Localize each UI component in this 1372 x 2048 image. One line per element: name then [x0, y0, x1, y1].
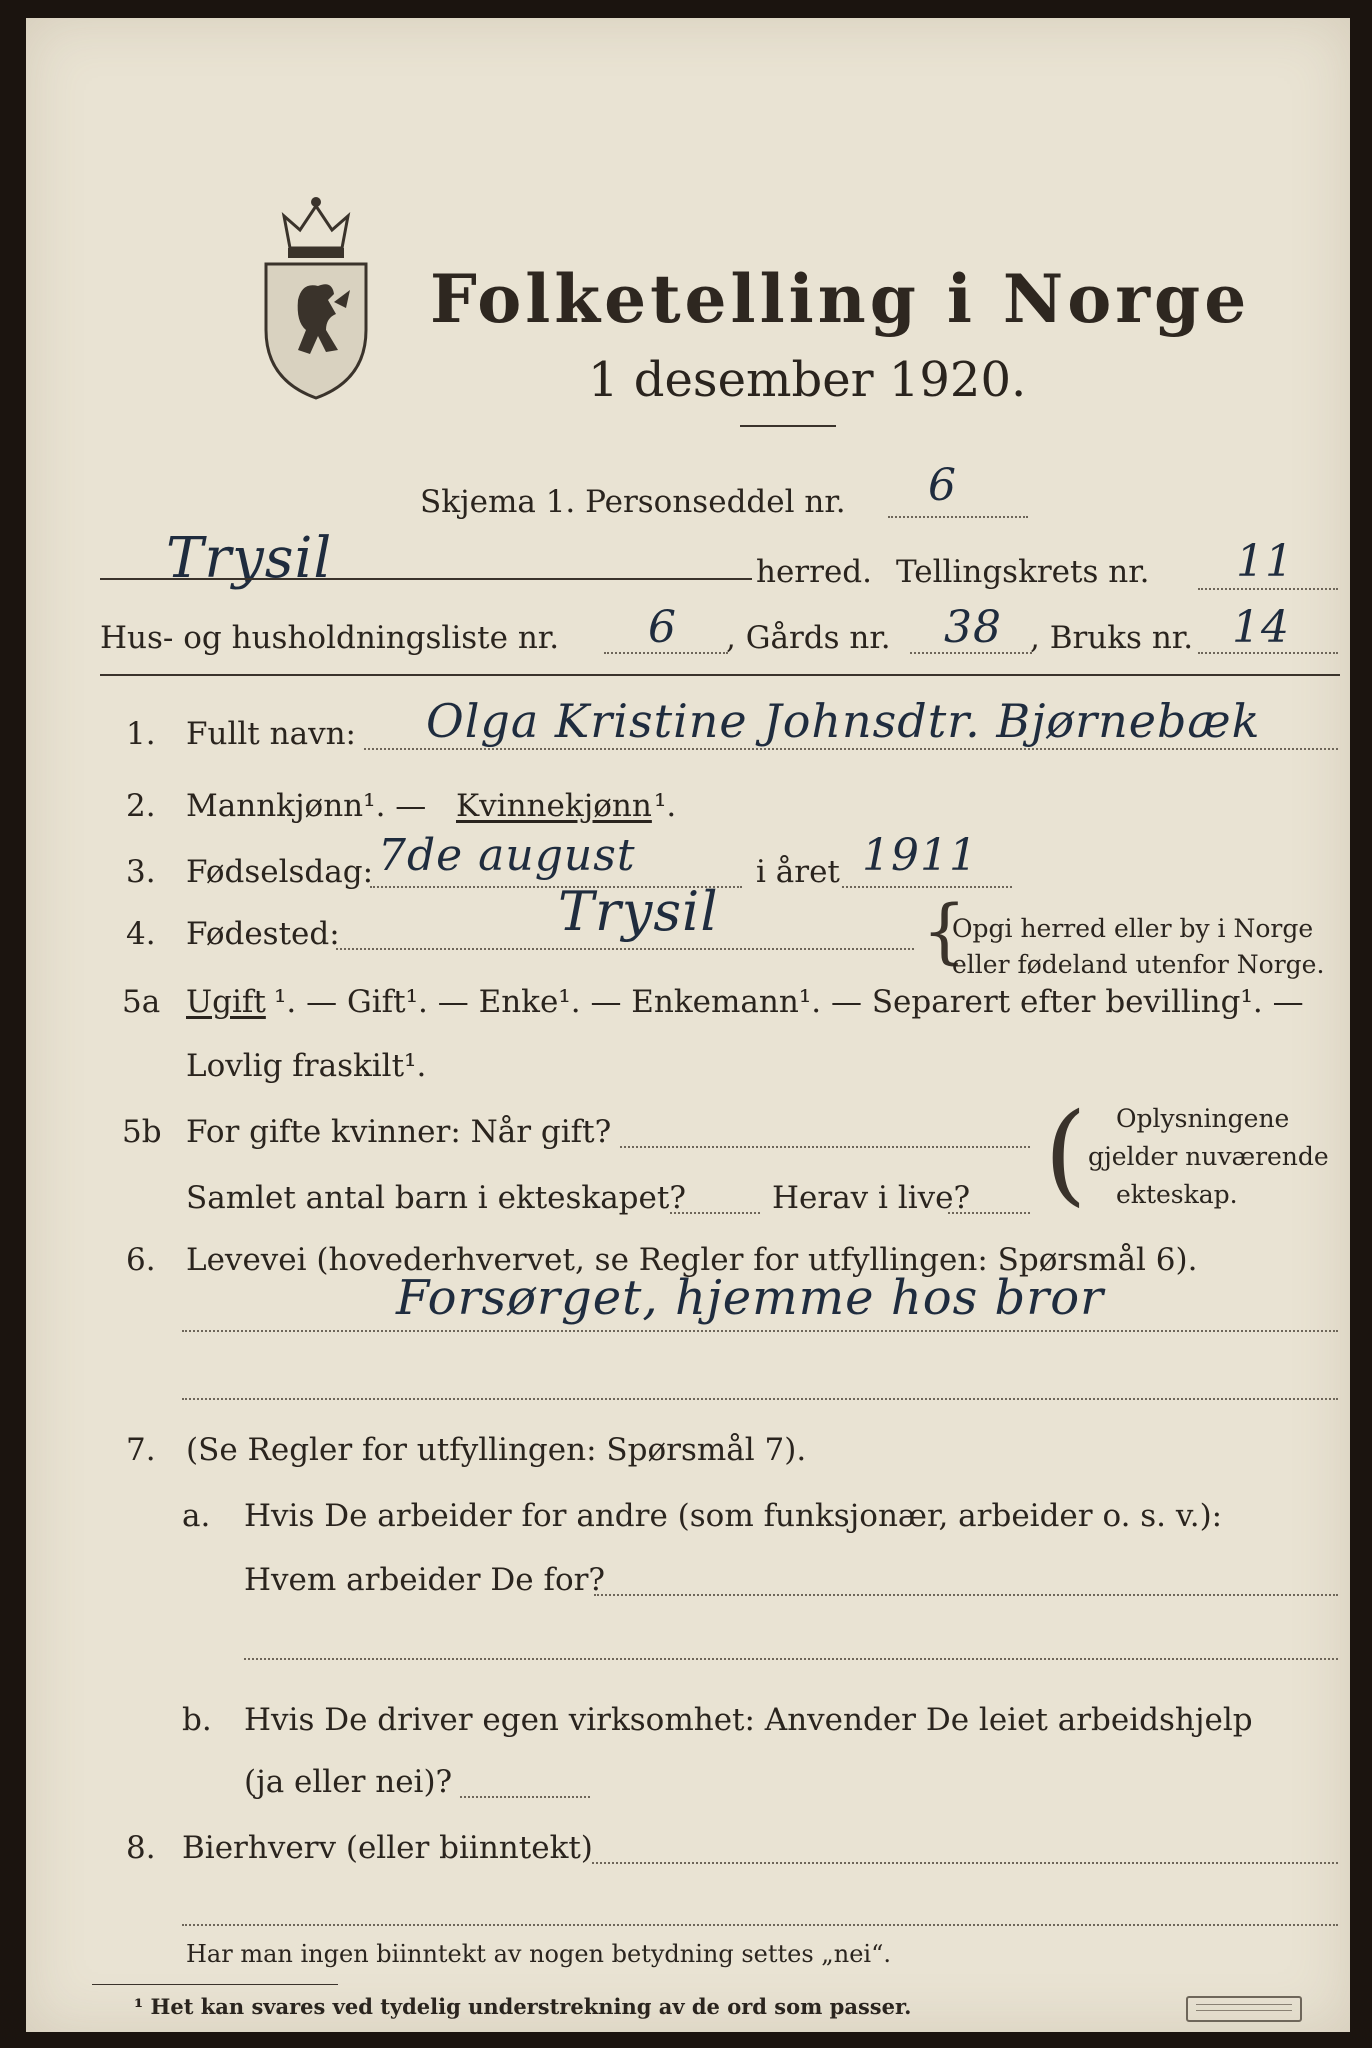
q5b-note-line2: gjelder nuværende	[1088, 1142, 1329, 1171]
q7b-line1: Hvis De driver egen virksomhet: Anvender De leiet arbeidshjelp	[244, 1702, 1253, 1738]
herred-label: herred.	[756, 554, 872, 590]
q3-year-value: 1911	[862, 830, 978, 881]
footnote: ¹ Het kan svares ved tydelig understrekning av de ord som passer.	[134, 1994, 912, 2019]
q3-number: 3.	[126, 854, 156, 890]
q7a-employer-line	[594, 1594, 1338, 1596]
q8-label: Bierhverv (eller biinntekt)	[182, 1830, 593, 1866]
q6-line2	[182, 1398, 1338, 1400]
q2-female-underlined: Kvinnekjønn	[456, 788, 652, 824]
q3-year-label: i året	[756, 854, 840, 890]
title-divider	[740, 425, 836, 427]
q5b-alive-line	[948, 1212, 1030, 1214]
herred-line	[100, 578, 752, 580]
q5b-label3: Herav i live?	[772, 1180, 971, 1216]
q5b-note-brace: (	[1044, 1089, 1087, 1217]
q4-label: Fødested:	[186, 916, 340, 952]
q7-number: 7.	[126, 1432, 156, 1468]
q7a-extra-line	[244, 1658, 1338, 1660]
printer-stamp-icon	[1186, 1996, 1302, 2022]
q5b-children-line	[670, 1212, 760, 1214]
q2-number: 2.	[126, 788, 156, 824]
q5a-line2: Lovlig fraskilt¹.	[186, 1048, 427, 1084]
q1-number: 1.	[126, 716, 156, 752]
q5b-label1: For gifte kvinner: Når gift?	[186, 1114, 612, 1150]
q3-birthday-value: 7de august	[378, 830, 636, 881]
q1-label: Fullt navn:	[186, 716, 356, 752]
tellingskrets-line	[1198, 588, 1338, 590]
q6-label: Levevei (hovederhvervet, se Regler for utfyllingen: Spørsmål 6).	[186, 1242, 1198, 1278]
q5b-number: 5b	[122, 1114, 162, 1150]
tellingskrets-label: Tellingskrets nr.	[896, 554, 1150, 590]
q5b-label2: Samlet antal barn i ekteskapet?	[186, 1180, 686, 1216]
q7a-line1: Hvis De arbeider for andre (som funksjonær, arbeider o. s. v.):	[244, 1498, 1223, 1534]
q7b-letter: b.	[182, 1702, 212, 1738]
q5b-note-line3: ekteskap.	[1116, 1180, 1238, 1209]
q4-note-brace: {	[922, 890, 967, 972]
header-divider	[100, 674, 1340, 676]
q4-note-line2: eller fødeland utenfor Norge.	[952, 950, 1325, 979]
q5a-number: 5a	[122, 984, 161, 1020]
husliste-label: Hus- og husholdningsliste nr.	[100, 620, 560, 656]
norway-coat-of-arms-icon	[260, 190, 372, 402]
census-form	[26, 18, 1350, 2032]
q5b-note-line1: Oplysningene	[1116, 1104, 1290, 1133]
q8-number: 8.	[126, 1830, 156, 1866]
q7b-answer-line	[460, 1796, 590, 1798]
q3-year-line	[842, 886, 1012, 888]
herred-value: Trysil	[166, 526, 333, 591]
schema-label: Skjema 1. Personseddel nr.	[420, 484, 846, 520]
personseddel-nr-line	[888, 516, 1028, 518]
gards-value: 38	[944, 602, 1002, 653]
q7a-letter: a.	[182, 1498, 211, 1534]
bruks-value: 14	[1232, 602, 1290, 653]
q8-line2	[182, 1924, 1338, 1926]
q1-line	[364, 748, 1338, 750]
footnote-divider	[92, 1984, 338, 1985]
q1-fullname-value: Olga Kristine Johnsdtr. Bjørnebæk	[426, 694, 1261, 748]
q5a-options: ¹. — Gift¹. — Enke¹. — Enkemann¹. — Separert efter bevilling¹. —	[274, 984, 1304, 1020]
personseddel-nr-value: 6	[928, 460, 957, 511]
q7-label: (Se Regler for utfyllingen: Spørsmål 7).	[186, 1432, 807, 1468]
q4-note-line1: Opgi herred eller by i Norge	[952, 914, 1314, 943]
q5b-married-line	[620, 1146, 1030, 1148]
q7a-line2: Hvem arbeider De for?	[244, 1562, 606, 1598]
q2-female-suffix: ¹.	[654, 788, 677, 824]
q6-line1	[182, 1330, 1338, 1332]
husliste-value: 6	[648, 602, 677, 653]
form-title: Folketelling i Norge	[430, 260, 1251, 338]
q4-line	[336, 948, 914, 950]
q6-occupation-value: Forsørget, hjemme hos bror	[396, 1270, 1105, 1326]
q6-number: 6.	[126, 1242, 156, 1278]
q4-number: 4.	[126, 916, 156, 952]
q3-label: Fødselsdag:	[186, 854, 374, 890]
bruks-label: , Bruks nr.	[1030, 620, 1194, 656]
gards-label: , Gårds nr.	[726, 620, 891, 656]
q4-birthplace-value: Trysil	[558, 880, 719, 943]
q8-line1	[592, 1862, 1338, 1864]
q8-note: Har man ingen biinntekt av nogen betydning settes „nei“.	[186, 1940, 891, 1968]
tellingskrets-value: 11	[1236, 536, 1294, 587]
census-date: 1 desember 1920.	[588, 352, 1027, 408]
q2-male: Mannkjønn¹. —	[186, 788, 427, 824]
q5a-ugift-underlined: Ugift	[186, 984, 266, 1020]
q7b-line2: (ja eller nei)?	[244, 1764, 453, 1800]
